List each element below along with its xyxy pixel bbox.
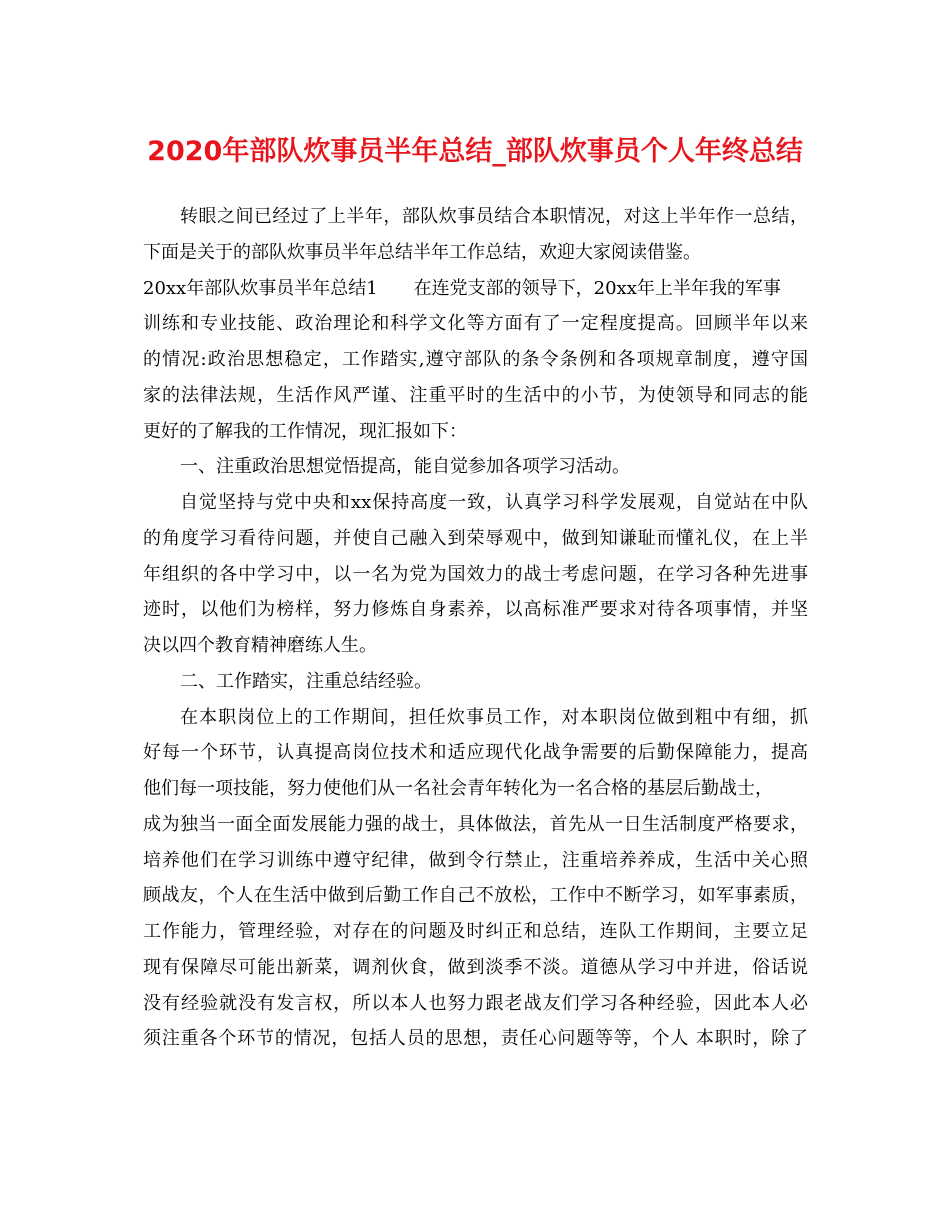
text-line: 年组织的各中学习中，以一名为党为国效力的战士考虑问题，在学习各种先进事 bbox=[143, 563, 808, 585]
text-line: 更好的了解我的工作情况，现汇报如下： bbox=[143, 420, 467, 442]
text-line: 好每一个环节，认真提高岗位技术和适应现代化战争需要的后勤保障能力，提高 bbox=[143, 742, 808, 764]
text-line: 的情况:政治思想稳定，工作踏实,遵守部队的条令条例和各项规章制度，遵守国 bbox=[143, 349, 808, 370]
text-line: 自觉坚持与党中央和xx保持高度一致，认真学习科学发展观，自觉站在中队 bbox=[180, 492, 808, 513]
document-body bbox=[143, 199, 808, 1057]
text-line: 顾战友，个人在生活中做到后勤工作自己不放松，工作中不断学习，如军事素质， bbox=[143, 885, 808, 907]
text-line: 现有保障尽可能出新菜，调剂伙食，做到淡季不淡。道德从学习中并进，俗话说 bbox=[143, 956, 808, 978]
text-line: 在本职岗位上的工作期间，担任炊事员工作，对本职岗位做到粗中有细，抓 bbox=[180, 706, 808, 728]
text-line: 须注重各个环节的情况，包括人员的思想，责任心问题等等，个人 本职时，除了 bbox=[143, 1028, 808, 1050]
text-line: 训练和专业技能、政治理论和科学文化等方面有了一定程度提高。回顾半年以来 bbox=[143, 313, 808, 335]
text-line: 转眼之间已经过了上半年，部队炊事员结合本职情况，对这上半年作一总结， bbox=[180, 206, 808, 227]
section-heading: 一、注重政治思想觉悟提高，能自觉参加各项学习活动。 bbox=[180, 456, 630, 478]
text-line: 下面是关于的部队炊事员半年总结半年工作总结，欢迎大家阅读借鉴。 bbox=[143, 241, 701, 263]
section-heading: 二、工作踏实，注重总结经验。 bbox=[180, 670, 432, 692]
document-title: 2020年部队炊事员半年总结_部队炊事员个人年终总结 bbox=[147, 136, 803, 167]
text-line: 他们每一项技能，努力使他们从一名社会青年转化为一名合格的基层后勤战士， bbox=[143, 778, 773, 799]
text-line: 没有经验就没有发言权，所以本人也努力跟老战友们学习各种经验，因此本人必 bbox=[143, 992, 808, 1014]
text-line: 工作能力，管理经验，对存在的问题及时纠正和总结，连队工作期间，主要立足 bbox=[143, 921, 808, 942]
text-line: 20xx年部队炊事员半年总结1 在连党支部的领导下，20xx年上半年我的军事 bbox=[143, 277, 781, 299]
text-line: 家的法律法规，生活作风严谨、注重平时的生活中的小节，为使领导和同志的能 bbox=[143, 384, 808, 406]
text-line: 成为独当一面全面发展能力强的战士，具体做法，首先从一日生活制度严格要求， bbox=[143, 813, 808, 835]
text-line: 培养他们在学习训练中遵守纪律，做到令行禁止，注重培养养成，生活中关心照 bbox=[143, 849, 808, 871]
text-line: 决以四个教育精神磨练人生。 bbox=[143, 635, 377, 656]
text-line: 迹时，以他们为榜样，努力修炼自身素养，以高标准严要求对待各项事情，并坚 bbox=[143, 599, 808, 621]
text-line: 的角度学习看待问题，并使自己融入到荣辱观中，做到知谦耻而懂礼仪，在上半 bbox=[143, 527, 808, 549]
